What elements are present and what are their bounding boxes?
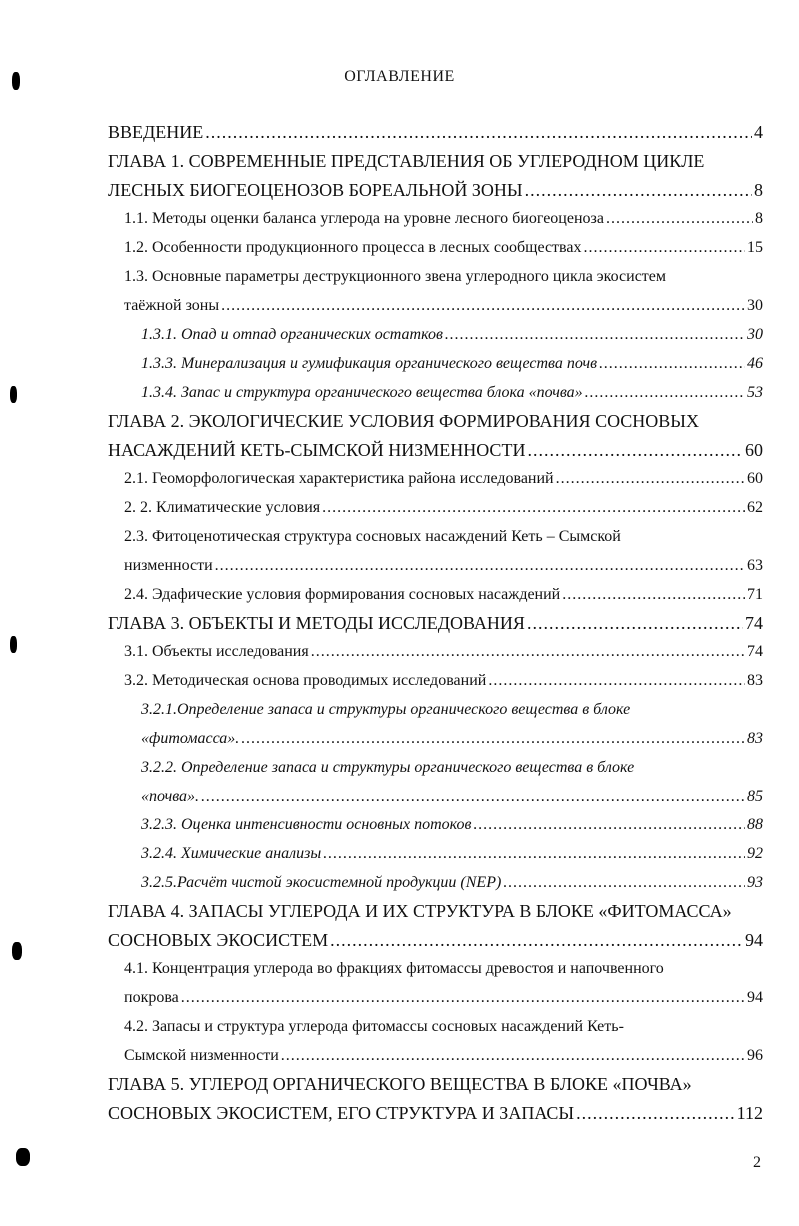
toc-entry[interactable]: 2. 2. Климатические условия ..... 62 — [124, 499, 763, 517]
leader-dots — [527, 440, 743, 461]
toc-entry[interactable]: ГЛАВА 1. СОВРЕМЕННЫЕ ПРЕДСТАВЛЕНИЯ ОБ УГЛЕРОДНОМ ЦИКЛЕ — [108, 151, 705, 171]
toc-entry[interactable]: 1.1. Методы оценки баланса углерода на уровне лесного биогеоценоза ..... 8 — [124, 210, 763, 228]
leader-dots — [525, 180, 752, 201]
leader-dots — [576, 1103, 735, 1124]
toc-entry[interactable]: 1.3.4. Запас и структура органического вещества блока «почва» ..... 53 — [141, 384, 763, 402]
leader-dots — [503, 874, 745, 892]
toc-entry[interactable]: 2.4. Эдафические условия формирования сосновых насаждений ..... 71 — [124, 586, 763, 604]
toc-entry[interactable]: ГЛАВА 2. ЭКОЛОГИЧЕСКИЕ УСЛОВИЯ ФОРМИРОВАНИЯ СОСНОВЫХ — [108, 411, 699, 431]
leader-dots — [488, 672, 745, 690]
toc-entry[interactable]: 3.2.5.Расчёт чистой экосистемной продукции (NEP) ..... 93 — [141, 874, 763, 892]
toc-entry[interactable]: 3.2. Методическая основа проводимых исследований ..... 83 — [124, 672, 763, 690]
toc-entry[interactable]: 3.2.1.Определение запаса и структуры органического вещества в блоке — [141, 701, 631, 718]
toc-entry[interactable]: ГЛАВА 5. УГЛЕРОД ОРГАНИЧЕСКОГО ВЕЩЕСТВА В БЛОКЕ «ПОЧВА» — [108, 1074, 692, 1094]
toc-entry[interactable]: таёжной зоны ..... 30 — [124, 297, 763, 315]
leader-dots — [585, 384, 745, 402]
toc-entry[interactable]: низменности ..... 63 — [124, 557, 763, 575]
leader-dots — [556, 470, 745, 488]
toc-entry[interactable]: 1.2. Особенности продукционного процесса в лесных сообществах ..... 15 — [124, 239, 763, 257]
leader-dots — [473, 816, 745, 834]
leader-dots — [311, 643, 745, 661]
toc-entry[interactable]: НАСАЖДЕНИЙ КЕТЬ-СЫМСКОЙ НИЗМЕННОСТИ ..... 60 — [108, 440, 763, 461]
toc-entry[interactable]: СОСНОВЫХ ЭКОСИСТЕМ ..... 94 — [108, 930, 763, 951]
toc-entry[interactable]: покрова ..... 94 — [124, 989, 763, 1007]
leader-dots — [205, 122, 752, 143]
binding-hole-mark — [10, 386, 17, 403]
toc-entry[interactable]: 4.1. Концентрация углерода во фракциях фитомассы древостоя и напочвенного — [124, 960, 664, 977]
toc-entry[interactable]: 1.3.3. Минерализация и гумификация органического вещества почв ..... 46 — [141, 355, 763, 373]
leader-dots — [215, 557, 745, 575]
toc-entry[interactable]: 1.3. Основные параметры деструкционного звена углеродного цикла экосистем — [124, 268, 667, 285]
toc-entry[interactable]: «почва». ..... 85 — [141, 788, 763, 806]
leader-dots — [330, 930, 743, 951]
toc-entry[interactable]: 3.2.3. Оценка интенсивности основных потоков ..... 88 — [141, 816, 763, 834]
binding-hole-mark — [10, 636, 17, 653]
leader-dots — [583, 239, 745, 257]
leader-dots — [201, 788, 745, 806]
toc-entry[interactable]: «фитомасса». ..... 83 — [141, 730, 763, 748]
leader-dots — [281, 1047, 745, 1065]
toc-entry[interactable]: 1.3.1. Опад и отпад органических остатков ..... 30 — [141, 326, 763, 344]
leader-dots — [562, 586, 745, 604]
toc-entry[interactable]: Сымской низменности ..... 96 — [124, 1047, 763, 1065]
page-number: 2 — [753, 1154, 761, 1171]
leader-dots — [445, 326, 745, 344]
toc-entry[interactable]: СОСНОВЫХ ЭКОСИСТЕМ, ЕГО СТРУКТУРА И ЗАПАСЫ ..... 112 — [108, 1103, 763, 1124]
leader-dots — [606, 210, 753, 228]
toc-entry[interactable]: 3.2.4. Химические анализы ..... 92 — [141, 845, 763, 863]
leader-dots — [241, 730, 745, 748]
toc-entry[interactable]: 4.2. Запасы и структура углерода фитомассы сосновых насаждений Кеть- — [124, 1018, 624, 1035]
leader-dots — [599, 355, 745, 373]
leader-dots — [322, 499, 745, 517]
toc-entry[interactable]: 2.1. Геоморфологическая характеристика района исследований ..... 60 — [124, 470, 763, 488]
binding-hole-mark — [16, 1148, 30, 1166]
toc-entry[interactable]: 2.3. Фитоценотическая структура сосновых насаждений Кеть – Сымской — [124, 528, 621, 545]
leader-dots — [323, 845, 745, 863]
toc-entry[interactable]: ЛЕСНЫХ БИОГЕОЦЕНОЗОВ БОРЕАЛЬНОЙ ЗОНЫ ..... 8 — [108, 180, 763, 201]
toc-entry[interactable]: 3.1. Объекты исследования ..... 74 — [124, 643, 763, 661]
leader-dots — [527, 613, 743, 634]
toc-entry[interactable]: ВВЕДЕНИЕ ..... 4 — [108, 122, 763, 143]
toc-entry[interactable]: 3.2.2. Определение запаса и структуры органического вещества в блоке — [141, 759, 635, 776]
toc-entry[interactable]: ГЛАВА 3. ОБЪЕКТЫ И МЕТОДЫ ИССЛЕДОВАНИЯ ..... 74 — [108, 613, 763, 634]
toc-entry[interactable]: ГЛАВА 4. ЗАПАСЫ УГЛЕРОДА И ИХ СТРУКТУРА В БЛОКЕ «ФИТОМАССА» — [108, 901, 732, 921]
binding-hole-mark — [12, 942, 22, 960]
page-title: ОГЛАВЛЕНИЕ — [344, 68, 455, 85]
leader-dots — [181, 989, 745, 1007]
leader-dots — [221, 297, 745, 315]
